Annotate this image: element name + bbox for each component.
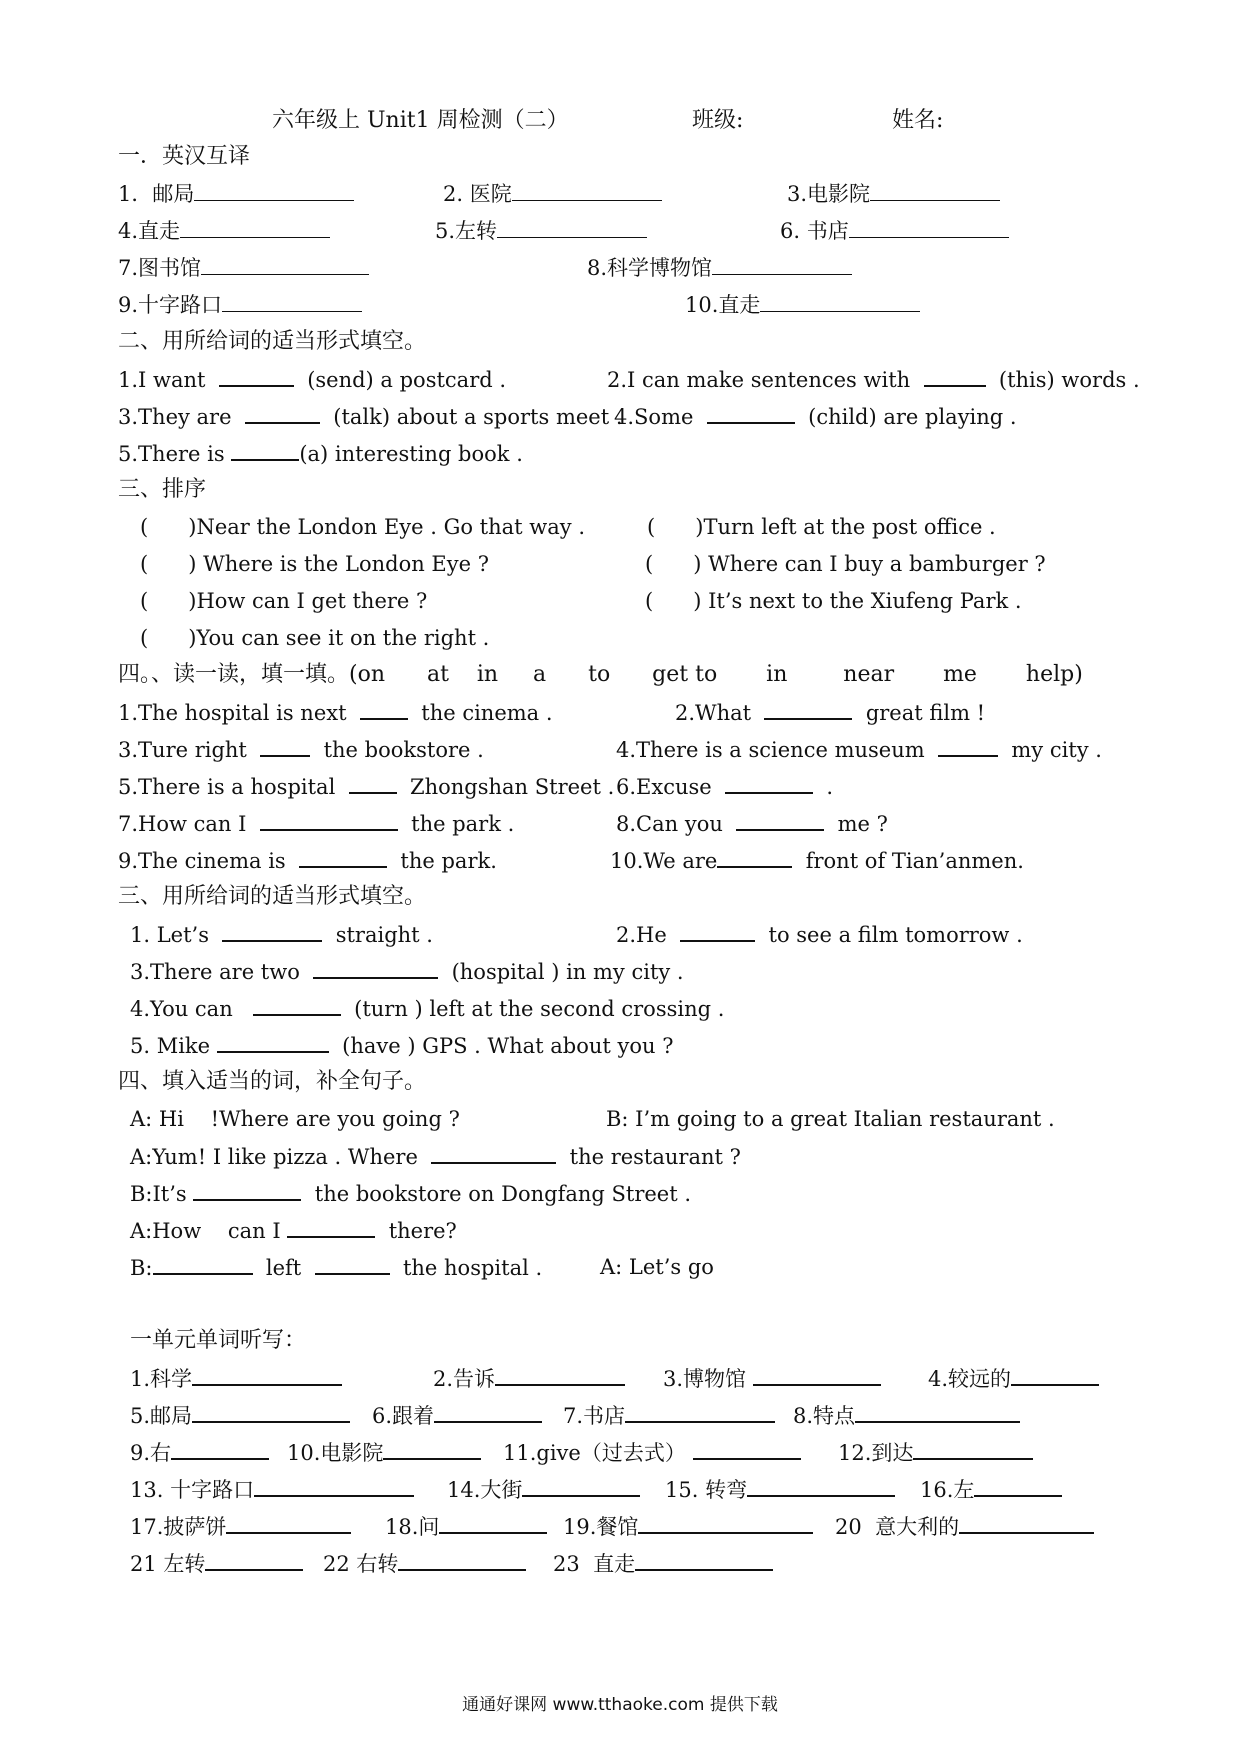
dictation-item: 11.give（过去式）: [503, 1438, 801, 1467]
dialogue-line: B: I’m going to a great Italian restaurant .: [606, 1107, 1055, 1131]
dictation-item: 2.告诉: [433, 1364, 625, 1393]
dictation-item: 19.餐馆: [563, 1512, 813, 1541]
fill-question: 4.You can (turn ) left at the second crossing .: [130, 994, 724, 1023]
ordering-item: ( )Near the London Eye . Go that way .: [140, 515, 585, 539]
dialogue-line: B: left the hospital .: [130, 1253, 542, 1282]
dictation-item: 10.电影院: [287, 1438, 481, 1467]
ordering-item: ( ) It’s next to the Xiufeng Park .: [645, 589, 1022, 613]
dialogue-line: A:How can I there?: [130, 1216, 457, 1245]
dictation-item: 4.较远的: [928, 1364, 1099, 1393]
dictation-item: 18.问: [385, 1512, 547, 1541]
class-label: 班级:: [692, 108, 744, 133]
fill-question: 1.I want (send) a postcard .: [118, 365, 506, 394]
dictation-item: 23 直走: [553, 1549, 773, 1578]
section-heading-6: 四、填入适当的词，补全句子。: [118, 1069, 427, 1094]
dictation-item: 21 左转: [130, 1549, 303, 1578]
fill-question: 9.The cinema is the park.: [118, 846, 497, 875]
vocab-item: 6. 书店: [780, 217, 1009, 245]
worksheet-title: 六年级上 Unit1 周检测（二）: [272, 108, 569, 133]
dictation-item: 20 意大利的: [835, 1512, 1094, 1541]
fill-question: 7.How can I the park .: [118, 809, 514, 838]
fill-question: 6.Excuse .: [616, 772, 833, 801]
section-heading-7: 一单元单词听写：: [130, 1328, 307, 1353]
vocab-item: 9.十字路口: [118, 291, 362, 319]
section-heading-2: 二、用所给词的适当形式填空。: [118, 329, 427, 354]
dictation-item: 7.书店: [563, 1401, 775, 1430]
vocab-item: 5.左转: [435, 217, 647, 245]
ordering-item: ( ) Where can I buy a bamburger ?: [645, 552, 1046, 576]
ordering-item: ( )You can see it on the right .: [140, 626, 490, 650]
fill-question: 10.We are front of Tian’anmen.: [610, 846, 1024, 875]
dictation-item: 1.科学: [130, 1364, 342, 1393]
dictation-item: 17.披萨饼: [130, 1512, 351, 1541]
fill-question: 1.The hospital is next the cinema .: [118, 698, 553, 727]
fill-question: 4.Some (child) are playing .: [614, 402, 1017, 431]
fill-question: 8.Can you me ?: [616, 809, 888, 838]
dialogue-line: B:It’s the bookstore on Dongfang Street .: [130, 1179, 691, 1208]
fill-question: 3.They are (talk) about a sports meet .: [118, 402, 623, 431]
footer-credit: 通通好课网 www.tthaoke.com 提供下载: [462, 1695, 778, 1715]
fill-question: 3.Ture right the bookstore .: [118, 735, 484, 764]
fill-question: 4.There is a science museum my city .: [616, 735, 1102, 764]
dictation-item: 13. 十字路口: [130, 1475, 414, 1504]
section-heading-5: 三、用所给词的适当形式填空。: [118, 884, 427, 909]
dialogue-line: A:Yum! I like pizza . Where the restaurant ?: [130, 1142, 741, 1171]
dialogue-line: A: Hi !Where are you going ?: [130, 1107, 460, 1131]
dialogue-line: A: Let’s go: [600, 1255, 714, 1279]
dictation-item: 5.邮局: [130, 1401, 350, 1430]
ordering-item: ( )How can I get there ?: [140, 589, 428, 613]
vocab-item: 10.直走: [685, 291, 920, 319]
fill-question: 5. Mike (have ) GPS . What about you ?: [130, 1031, 674, 1060]
dictation-item: 6.跟着: [372, 1401, 542, 1430]
dictation-item: 3.博物馆: [663, 1364, 881, 1393]
section-heading-3: 三、排序: [118, 477, 207, 502]
dictation-item: 22 右转: [323, 1549, 526, 1578]
vocab-item: 3.电影院: [787, 180, 1000, 208]
fill-question: 3.There are two (hospital ) in my city .: [130, 957, 684, 986]
ordering-item: ( ) Where is the London Eye ?: [140, 552, 489, 576]
fill-question: 2.He to see a film tomorrow .: [616, 920, 1023, 949]
section-heading-1: 一．英汉互译: [118, 144, 251, 169]
fill-question: 5.There is a hospital Zhongshan Street .: [118, 772, 614, 801]
dictation-item: 8.特点: [793, 1401, 1020, 1430]
vocab-item: 8.科学博物馆: [587, 254, 852, 282]
fill-question: 2.I can make sentences with (this) words .: [607, 365, 1140, 394]
section-heading-4: 四。、读一读，填一填。(on at in a to get to in near me help): [118, 662, 1083, 687]
vocab-item: 7.图书馆: [118, 254, 369, 282]
dictation-item: 16.左: [920, 1475, 1062, 1504]
name-label: 姓名:: [892, 108, 944, 133]
fill-question: 2.What great film !: [675, 698, 985, 727]
fill-question: 1. Let’s straight .: [130, 920, 433, 949]
ordering-item: ( )Turn left at the post office .: [647, 515, 996, 539]
vocab-item: 1．邮局: [118, 180, 354, 208]
vocab-item: 4.直走: [118, 217, 330, 245]
dictation-item: 15. 转弯: [665, 1475, 895, 1504]
dictation-item: 14.大街: [447, 1475, 640, 1504]
dictation-item: 12.到达: [838, 1438, 1033, 1467]
dictation-item: 9.右: [130, 1438, 269, 1467]
vocab-item: 2. 医院: [443, 180, 662, 208]
fill-question: 5.There is (a) interesting book .: [118, 439, 523, 468]
